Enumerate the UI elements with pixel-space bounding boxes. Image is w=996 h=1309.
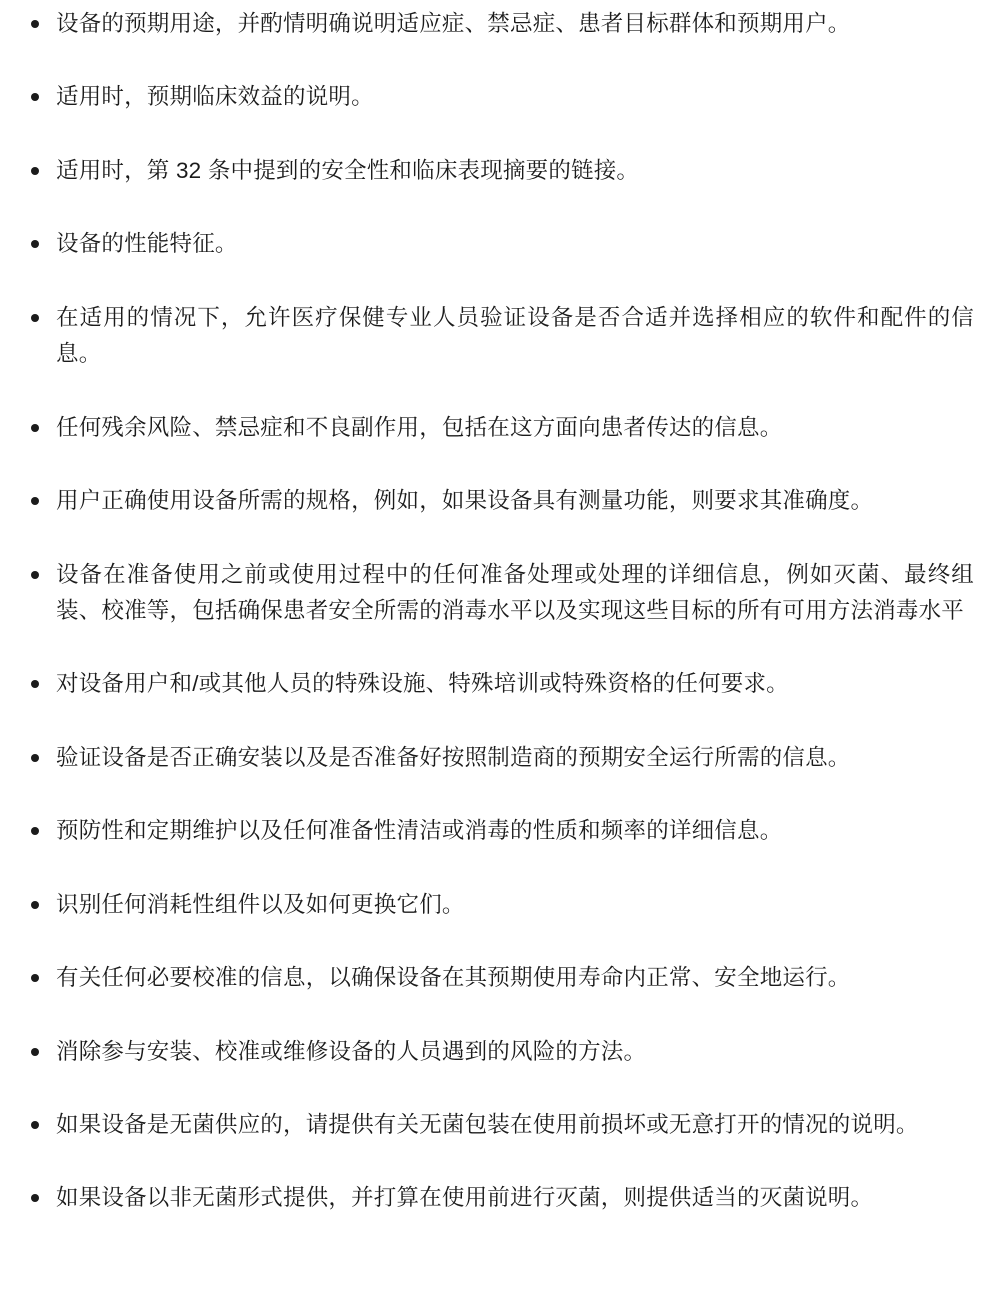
bullet-point-icon [31,497,39,505]
bullet-point-icon [31,1194,39,1202]
list-item [22,740,974,776]
list-item-text: 设备的预期用途，并酌情明确说明适应症、禁忌症、患者目标群体和预期用户。 [56,11,851,36]
list-item-text: 预防性和定期维护以及任何准备性清洁或消毒的性质和频率的详细信息。 [56,818,783,844]
list-item-text: 识别任何消耗性组件以及如何更换它们。 [56,891,465,917]
list-item-text: 对设备用户和/或其他人员的特殊设施、特殊培训或特殊资格的任何要求。 [56,671,789,697]
bullet-point-icon [31,314,39,322]
bullet-point-icon [31,1121,39,1129]
bullet-point-icon [31,1048,39,1056]
bullet-point-icon [31,20,39,28]
list-item [22,300,974,373]
list-item-text: 如果设备以非无菌形式提供，并打算在使用前进行灭菌，则提供适当的灭菌说明。 [56,1185,874,1211]
list-item [22,666,974,702]
list-item-text: 适用时，预期临床效益的说明。 [56,84,374,110]
bullet-point-icon [31,424,39,432]
bullet-point-icon [31,754,39,762]
list-item [22,557,974,630]
list-item [22,813,974,849]
bullet-point-icon [31,974,39,982]
list-item-text: 验证设备是否正确安装以及是否准备好按照制造商的预期安全运行所需的信息。 [56,744,851,770]
bullet-point-icon [31,93,39,101]
list-item [22,1107,974,1143]
list-item-text: 有关任何必要校准的信息，以确保设备在其预期使用寿命内正常、安全地运行。 [56,965,851,991]
list-item [22,6,974,42]
list-item [22,79,974,115]
list-item-text: 在适用的情况下，允许医疗保健专业人员验证设备是否合适并选择相应的软件和配件的信息。 [56,304,974,367]
bullet-point-icon [31,240,39,248]
list-item-text: 用户正确使用设备所需的规格，例如，如果设备具有测量功能，则要求其准确度。 [56,488,874,514]
list-item [22,887,974,923]
list-item [22,483,974,519]
list-item-text: 设备的性能特征。 [56,231,238,257]
list-item [22,1180,974,1216]
list-item [22,960,974,996]
list-item [22,226,974,262]
list-item [22,410,974,446]
bullet-point-icon [31,827,39,835]
list-item-text: 适用时，第 32 条中提到的安全性和临床表现摘要的链接。 [56,157,640,183]
bullet-point-icon [31,571,39,579]
bullet-point-icon [31,901,39,909]
list-item [22,153,974,189]
requirements-bullet-list [22,6,974,1217]
list-item-text: 设备在准备使用之前或使用过程中的任何准备处理或处理的详细信息，例如灭菌、最终组装、校准等，包括确保患者安全所需的消毒水平以及实现这些目标的所有可用方法消毒水平 [56,561,974,623]
list-item-text: 任何残余风险、禁忌症和不良副作用，包括在这方面向患者传达的信息。 [56,414,783,440]
list-item-text: 消除参与安装、校准或维修设备的人员遇到的风险的方法。 [56,1038,647,1064]
list-item [22,1034,974,1070]
list-item-text: 如果设备是无菌供应的，请提供有关无菌包装在使用前损坏或无意打开的情况的说明。 [56,1112,919,1137]
bullet-point-icon [31,167,39,175]
bullet-point-icon [31,680,39,688]
